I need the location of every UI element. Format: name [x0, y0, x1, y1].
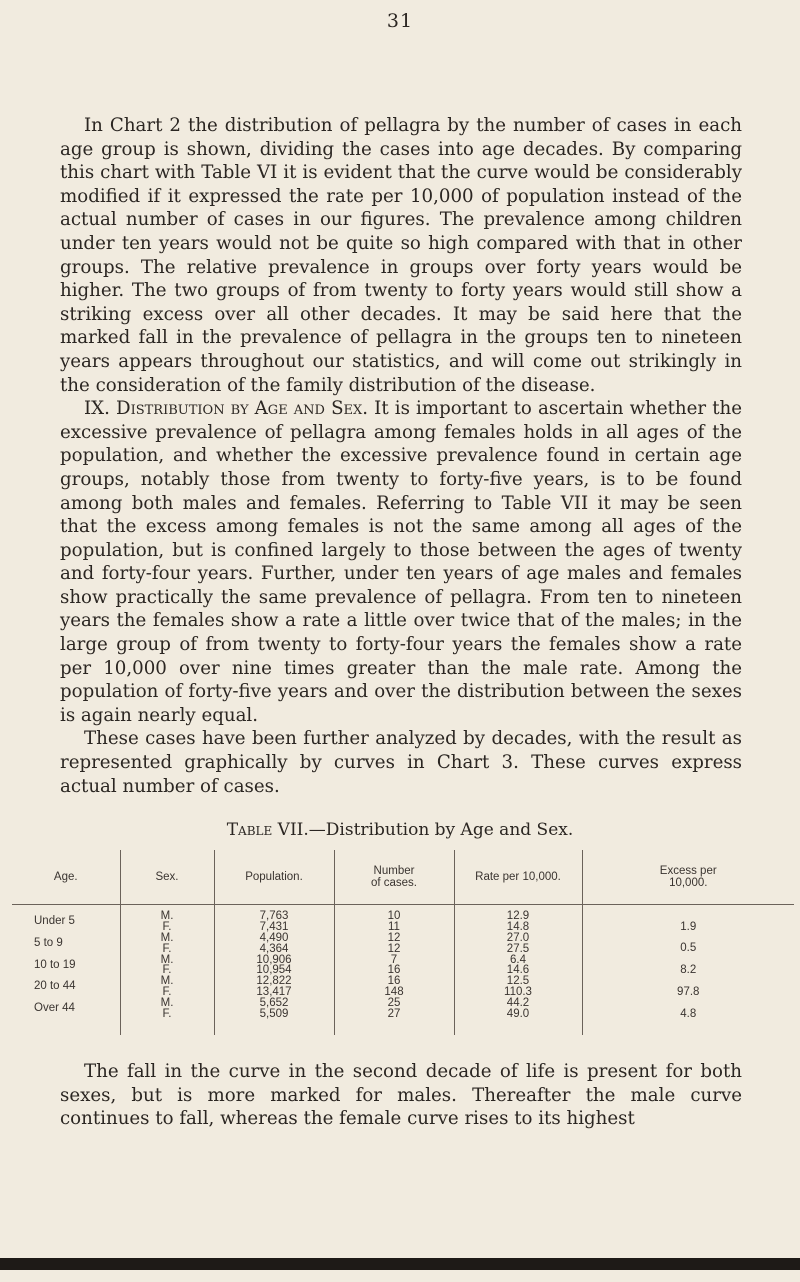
- sex-cell: M.: [160, 931, 174, 944]
- excess-list: [583, 911, 795, 1025]
- closing-text: [60, 1060, 742, 1131]
- header-rate: Rate per 10,000.: [454, 850, 582, 905]
- population-cell: 5,652: [259, 997, 289, 1010]
- population-cell: 4,490: [259, 931, 289, 944]
- header-excess-line-1: Excess per: [659, 865, 717, 877]
- cases-cell: 16: [387, 975, 401, 988]
- page-number: 31: [386, 10, 414, 32]
- sex-cell: M.: [160, 910, 174, 922]
- header-population: Population.: [214, 850, 334, 905]
- age-group: 10 to 19: [34, 958, 76, 971]
- age-group: Over 44: [34, 1002, 75, 1015]
- rate-column: [454, 905, 582, 1036]
- table-caption-text: —Distribution by Age and Sex.: [308, 820, 574, 840]
- sex-list: [121, 911, 214, 1020]
- cases-cell: 27: [387, 1008, 401, 1021]
- cases-cell: 10: [387, 910, 401, 922]
- distribution-table: [12, 850, 794, 1035]
- sex-cell: F.: [162, 942, 172, 955]
- rate-cell: 110.3: [504, 986, 532, 999]
- table-caption: [0, 820, 800, 840]
- rate-cell: 44.2: [506, 997, 530, 1010]
- age-group: 20 to 44: [34, 980, 76, 993]
- age-group: Under 5: [34, 915, 75, 927]
- age-group-list: [12, 911, 120, 1020]
- rate-cell: 12.9: [506, 910, 530, 922]
- cases-column: [334, 905, 454, 1036]
- sex-cell: F.: [162, 986, 172, 999]
- excess-cell: 97.8: [677, 985, 700, 998]
- excess-cell: 8.2: [680, 964, 697, 977]
- rate-list: [455, 911, 582, 1020]
- sex-cell: M.: [160, 997, 174, 1010]
- page-bottom-edge: [0, 1258, 800, 1270]
- cases-cell: 16: [387, 964, 401, 977]
- paragraph-closing: The fall in the curve in the second decade of life is present for both sexes, but is more marked for males. Thereafter the male curve continues to fall, whereas the female curve rises to its highest: [60, 1061, 742, 1130]
- cases-cell: 148: [384, 986, 404, 999]
- age-group: 5 to 9: [34, 936, 63, 949]
- cases-cell: 25: [387, 997, 401, 1010]
- rate-cell: 27.0: [506, 931, 530, 944]
- rate-cell: 12.5: [506, 975, 530, 988]
- population-cell: 7,431: [259, 920, 289, 933]
- cases-cell: 11: [388, 920, 400, 933]
- rate-cell: 14.6: [506, 964, 530, 977]
- section-heading: IX. Distribution by Age and Sex.: [84, 398, 369, 420]
- header-age: Age.: [12, 850, 120, 905]
- population-cell: 7,763: [259, 910, 289, 922]
- rate-cell: 49.0: [506, 1008, 530, 1021]
- cases-list: [335, 911, 454, 1020]
- rate-cell: 6.4: [510, 953, 526, 966]
- sex-cell: M.: [160, 975, 174, 988]
- age-column: [12, 905, 120, 1036]
- paragraph-section-ix: [60, 397, 742, 727]
- population-cell: 12,822: [256, 975, 292, 988]
- header-number-of-cases: [334, 850, 454, 905]
- rate-cell: 14.8: [506, 920, 530, 933]
- population-cell: 13,417: [256, 986, 292, 999]
- sex-cell: F.: [162, 920, 172, 933]
- population-cell: 10,954: [256, 964, 292, 977]
- excess-column: [582, 905, 794, 1036]
- excess-cell: 4.8: [680, 1007, 697, 1020]
- table-caption-label: Table VII.: [226, 820, 309, 840]
- paragraph-chart-3: These cases have been further analyzed by decades, with the result as represented graphically by curves in Chart 3. These curves express actual number of cases.: [60, 728, 742, 797]
- cases-cell: 7: [390, 953, 398, 966]
- paragraph-chart-2: In Chart 2 the distribution of pellagra by the number of cases in each age group is shown, dividing the cases into age decades. By comparing this chart with Table VI it is evident that the curve would be considerably modified if it expressed the rate per 10,000 of population instead of the actual number of cases in our figures. The prevalence among children under ten years would not be quite so high compared with that in other groups. The relative prevalence in groups over forty years would be higher. The two groups of from twenty to forty years would still show a striking excess over all other decades. It may be said here that the marked fall in the prevalence of pellagra in the groups ten to nineteen years appears throughout our statistics, and will come out strikingly in the consideration of the family distribution of the disease.: [60, 115, 742, 396]
- population-cell: 5,509: [259, 1008, 289, 1021]
- population-cell: 4,364: [259, 942, 289, 955]
- table-body-row: [12, 905, 794, 1036]
- rate-cell: 27.5: [506, 942, 530, 955]
- header-sex: Sex.: [120, 850, 214, 905]
- cases-cell: 12: [387, 931, 401, 944]
- header-excess-line-2: 10,000.: [669, 877, 708, 889]
- sex-cell: F.: [162, 964, 172, 977]
- sex-cell: M.: [160, 953, 174, 966]
- header-excess: [582, 850, 794, 905]
- cases-cell: 12: [387, 942, 401, 955]
- main-text: [60, 114, 742, 798]
- table-header-row: [12, 850, 794, 905]
- excess-cell: 1.9: [680, 920, 697, 933]
- header-cases-line-1: Number: [373, 865, 415, 877]
- section-text: It is important to ascertain whether the excessive prevalence of pellagra among females holds in all ages of the population, and whether the excessive prevalence found in certain age groups, notably those from twenty to forty-five years, is to be found among both males and females. Referring to Table VII it may be seen that the excess among females is not the same among all ages of the population, but is confined largely to those between the ages of twenty and forty-four years. Further, under ten years of age males and females show practically the same prevalence of pellagra. From ten to nineteen years the females show a rate a little over twice that of the males; in the large group of from twenty to forty-four years the females show a rate per 10,000 over nine times greater than the male rate. Among the population of forty-five years and over the distribution between the sexes is again nearly equal.: [60, 398, 742, 726]
- population-cell: 10,906: [256, 953, 292, 966]
- sex-cell: F.: [162, 1008, 172, 1021]
- population-list: [215, 911, 334, 1020]
- excess-cell: 0.5: [680, 942, 697, 955]
- population-column: [214, 905, 334, 1036]
- header-cases-line-2: of cases.: [370, 877, 418, 889]
- sex-column: [120, 905, 214, 1036]
